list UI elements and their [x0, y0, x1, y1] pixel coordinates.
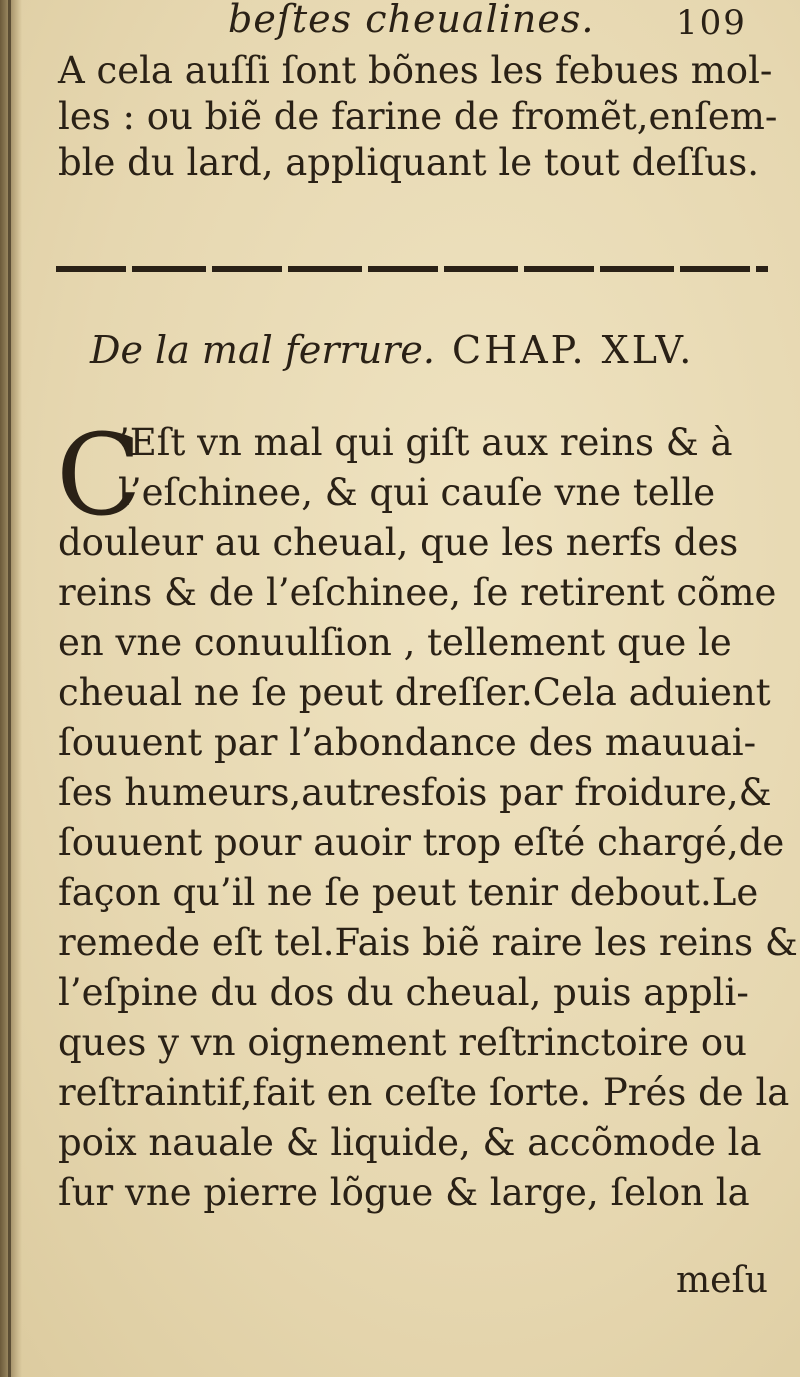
text-line: cheual ne ſe peut dreſſer.Cela aduient — [58, 671, 771, 714]
chapter-number: CHAP. XLV. — [452, 328, 695, 372]
page-gutter — [0, 0, 22, 1377]
binding-edge — [8, 0, 11, 1377]
text-line: façon qu’il ne ſe peut tenir debout.Le — [58, 871, 759, 914]
chapter-body-text — [56, 411, 798, 1218]
chapter-title: De la mal ferrure. — [90, 328, 435, 372]
text-line: ble du lard, appliquant le tout deſſus. — [58, 141, 760, 184]
text-line: ſes humeurs,autresfois par froidure,& — [58, 771, 772, 814]
text-line: l’eſchinee, & qui cauſe vne telle — [118, 471, 716, 514]
text-line: ’Eſt vn mal qui giſt aux reins & à — [118, 421, 733, 464]
text-line: douleur au cheual, que les nerfs des — [58, 521, 739, 564]
running-title: beſtes cheualines. — [228, 0, 595, 41]
text-line: l’eſpine du dos du cheual, puis appli- — [58, 971, 749, 1014]
running-head — [0, 0, 800, 50]
text-line: les : ou biẽ de farine de fromẽt,enſem- — [58, 95, 778, 138]
drop-capital: C — [56, 411, 142, 541]
text-line: poix nauale & liquide, & accõmode la — [58, 1121, 762, 1164]
text-line: remede eſt tel.Fais biẽ raire les reins & — [58, 921, 798, 964]
page-number: 109 — [676, 3, 747, 43]
text-line: reins & de l’eſchinee, ſe retirent cõme — [58, 571, 777, 614]
section-divider-rule — [56, 266, 768, 272]
text-line: ſouuent pour auoir trop eſté chargé,de — [58, 821, 785, 864]
text-line: A cela auſſi ſont bõnes les febues mol- — [58, 49, 773, 92]
previous-chapter-text — [58, 48, 777, 186]
text-line: ſouuent par l’abondance des mauuai- — [58, 721, 757, 764]
text-line: ques y vn oignement reſtrinctoire ou — [58, 1021, 747, 1064]
catchword: meſu — [676, 1260, 768, 1301]
chapter-heading — [90, 326, 770, 374]
text-line: reſtraintif,fait en ceſte ſorte. Prés de la — [58, 1071, 790, 1114]
text-line: ſur vne pierre lõgue & large, ſelon la — [58, 1171, 750, 1214]
text-line: en vne conuulſion , tellement que le — [58, 621, 732, 664]
